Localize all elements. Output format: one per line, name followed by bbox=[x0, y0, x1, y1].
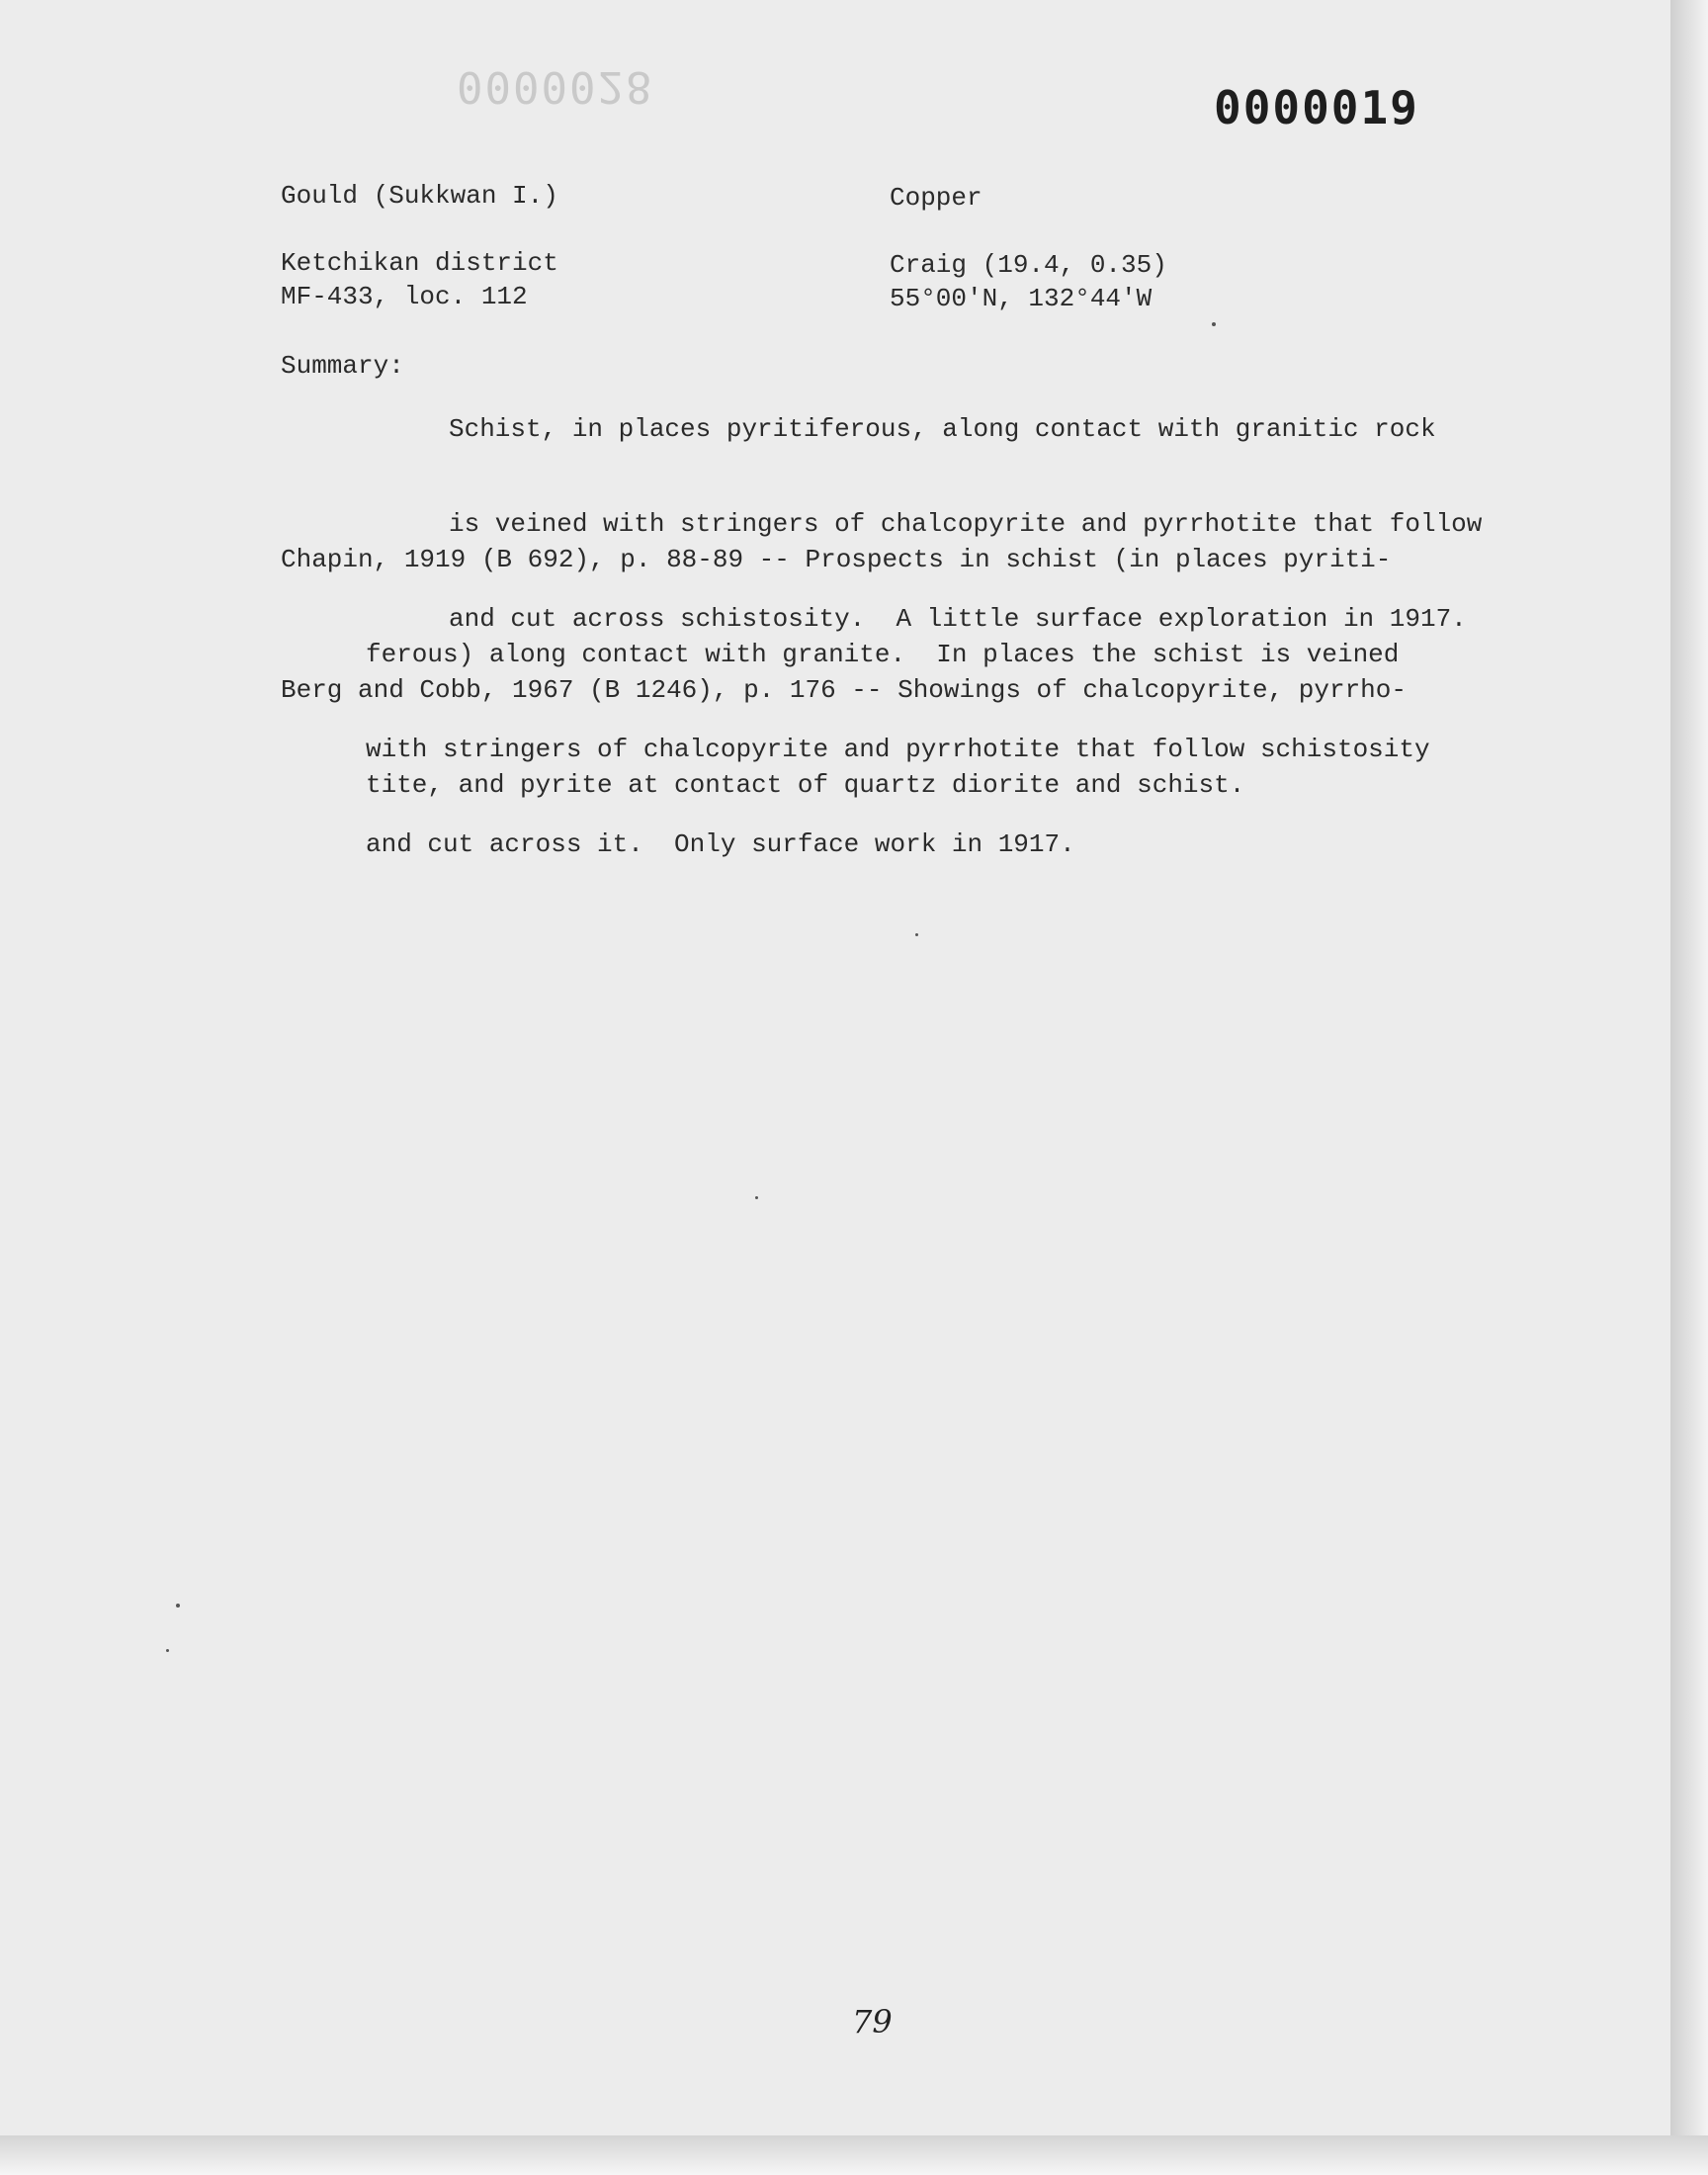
reference-line: tite, and pyrite at contact of quartz diorite and schist. bbox=[366, 770, 1245, 800]
paper-speck bbox=[915, 933, 918, 936]
summary-line: and cut across schistosity. A little surface exploration in 1917. bbox=[449, 604, 1467, 634]
map-reference: MF-433, loc. 112 bbox=[281, 282, 528, 311]
summary-line: Schist, in places pyritiferous, along contact with granitic rock bbox=[449, 414, 1436, 444]
reference-line: Chapin, 1919 (B 692), p. 88-89 -- Prospects in schist (in places pyriti- bbox=[281, 545, 1392, 574]
page-number: 79 bbox=[852, 2003, 893, 2041]
page-edge-bottom bbox=[0, 2135, 1708, 2175]
summary-line: is veined with stringers of chalcopyrite and pyrrhotite that follow bbox=[449, 509, 1483, 539]
paper-speck bbox=[166, 1649, 169, 1652]
reference-line: ferous) along contact with granite. In places the schist is veined bbox=[366, 640, 1400, 669]
paper-speck bbox=[1212, 322, 1216, 326]
paper-speck bbox=[176, 1604, 180, 1608]
page-edge-right bbox=[1670, 0, 1708, 2175]
reference-line: with stringers of chalcopyrite and pyrrhotite that follow schistosity bbox=[366, 735, 1430, 764]
paper-speck bbox=[755, 1196, 758, 1199]
deposit-name: Gould (Sukkwan I.) bbox=[281, 181, 558, 211]
quadrangle: Craig (19.4, 0.35) bbox=[890, 250, 1167, 280]
district: Ketchikan district bbox=[281, 248, 558, 278]
commodity: Copper bbox=[890, 183, 982, 213]
faded-stamp-number: 0000028 bbox=[457, 61, 654, 112]
coordinates: 55°00'N, 132°44'W bbox=[890, 284, 1153, 313]
document-stamp-number: 0000019 bbox=[1214, 81, 1419, 134]
reference-berg-cobb bbox=[281, 611, 1407, 832]
reference-line: Berg and Cobb, 1967 (B 1246), p. 176 -- Showings of chalcopyrite, pyrrho- bbox=[281, 675, 1407, 705]
summary-label: Summary: bbox=[281, 351, 404, 381]
reference-line: and cut across it. Only surface work in 1917. bbox=[366, 829, 1075, 859]
